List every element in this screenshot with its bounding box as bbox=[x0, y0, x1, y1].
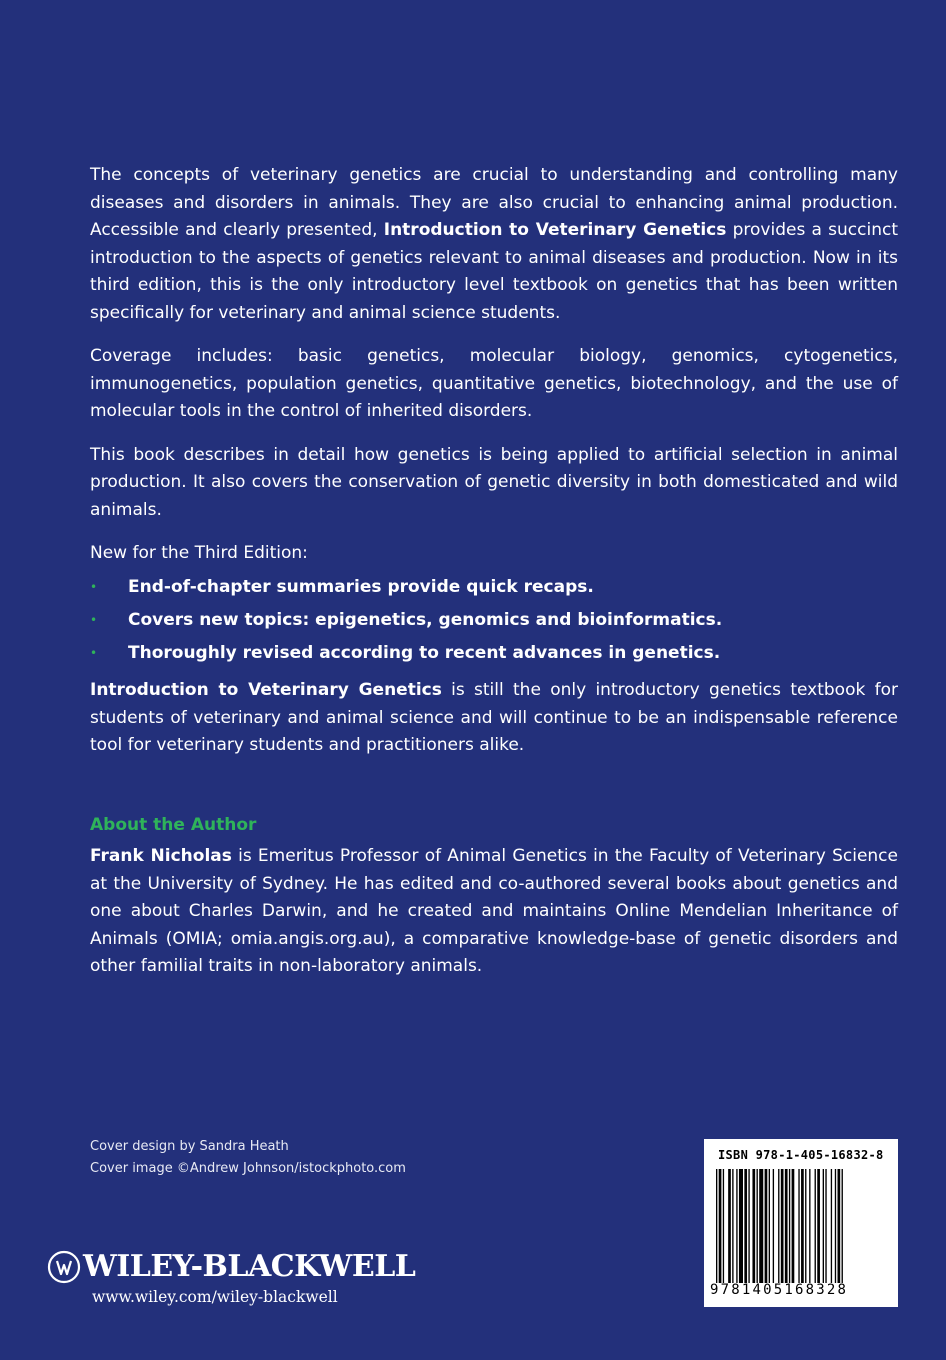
book-title-inline: Introduction to Veterinary Genetics bbox=[383, 220, 727, 240]
author-bio: Frank Nicholas is Emeritus Professor of Animal Genetics in the Faculty of Veterinary Science at the University of Sydney. He has edited and co-authored several books about genetics and one about Charles Darwin, and he created and maintains Online Mendelian Inheritance of Animals (OMIA; omia.angis.org.au), a comparative knowledge-base of genetic disorders and other familial traits in non-laboratory animals. bbox=[90, 846, 898, 976]
barcode-digits: 9781405168328 bbox=[710, 1282, 849, 1298]
bullet-icon: • bbox=[90, 579, 98, 594]
closing-paragraph: Introduction to Veterinary Genetics is still the only introductory genetics textbook for students of veterinary and animal science and will continue to be an indispensable reference tool for veterinary students and practitioners alike. bbox=[90, 680, 898, 755]
publisher-logo bbox=[47, 1245, 415, 1289]
book-title-inline: Introduction to Veterinary Genetics bbox=[90, 680, 442, 700]
about-author-section bbox=[90, 812, 898, 981]
author-name: Frank Nicholas bbox=[90, 846, 232, 866]
bullet-icon: • bbox=[90, 612, 98, 627]
new-edition-heading: New for the Third Edition: bbox=[90, 543, 308, 563]
list-item: • Thoroughly revised according to recent advances in genetics. bbox=[90, 640, 898, 668]
list-item: • Covers new topics: epigenetics, genomics and bioinformatics. bbox=[90, 607, 898, 635]
cover-credits bbox=[90, 1136, 406, 1180]
isbn-label: ISBN 978-1-405-16832-8 bbox=[718, 1148, 884, 1162]
back-cover-description bbox=[90, 162, 898, 997]
barcode-icon bbox=[714, 1169, 888, 1283]
new-features-list bbox=[90, 574, 898, 668]
application-paragraph: This book describes in detail how genetics is being applied to artificial selection in animal production. It also covers the conservation of genetic diversity in both domesticated and wild animals. bbox=[90, 444, 898, 520]
cover-image-credit: Cover image ©Andrew Johnson/istockphoto.com bbox=[90, 1161, 406, 1176]
bullet-icon: • bbox=[90, 645, 98, 660]
about-author-heading: About the Author bbox=[90, 814, 257, 835]
intro-paragraph: The concepts of veterinary genetics are crucial to understanding and controlling many diseases and disorders in animals. They are also crucial to enhancing animal production. Accessible and clearly presented, Introduction to Veterinary Genetics provides a succinct introduction to the aspects of genetics relevant to animal diseases and production. Now in its third edition, this is the only introductory level textbook on genetics that has been written specifically for veterinary and animal science students. bbox=[90, 165, 898, 323]
publisher-url: www.wiley.com/wiley-blackwell bbox=[92, 1288, 338, 1306]
coverage-paragraph: Coverage includes: basic genetics, molecular biology, genomics, cytogenetics, immunogenetics, population genetics, quantitative genetics, biotechnology, and the use of molecular tools in the control of inherited disorders. bbox=[90, 346, 898, 421]
wiley-emblem-icon bbox=[47, 1250, 81, 1284]
publisher-name: WILEY-BLACKWELL bbox=[83, 1249, 416, 1284]
isbn-barcode bbox=[704, 1139, 898, 1307]
cover-design-credit: Cover design by Sandra Heath bbox=[90, 1139, 289, 1154]
list-item: • End-of-chapter summaries provide quick recaps. bbox=[90, 574, 898, 602]
